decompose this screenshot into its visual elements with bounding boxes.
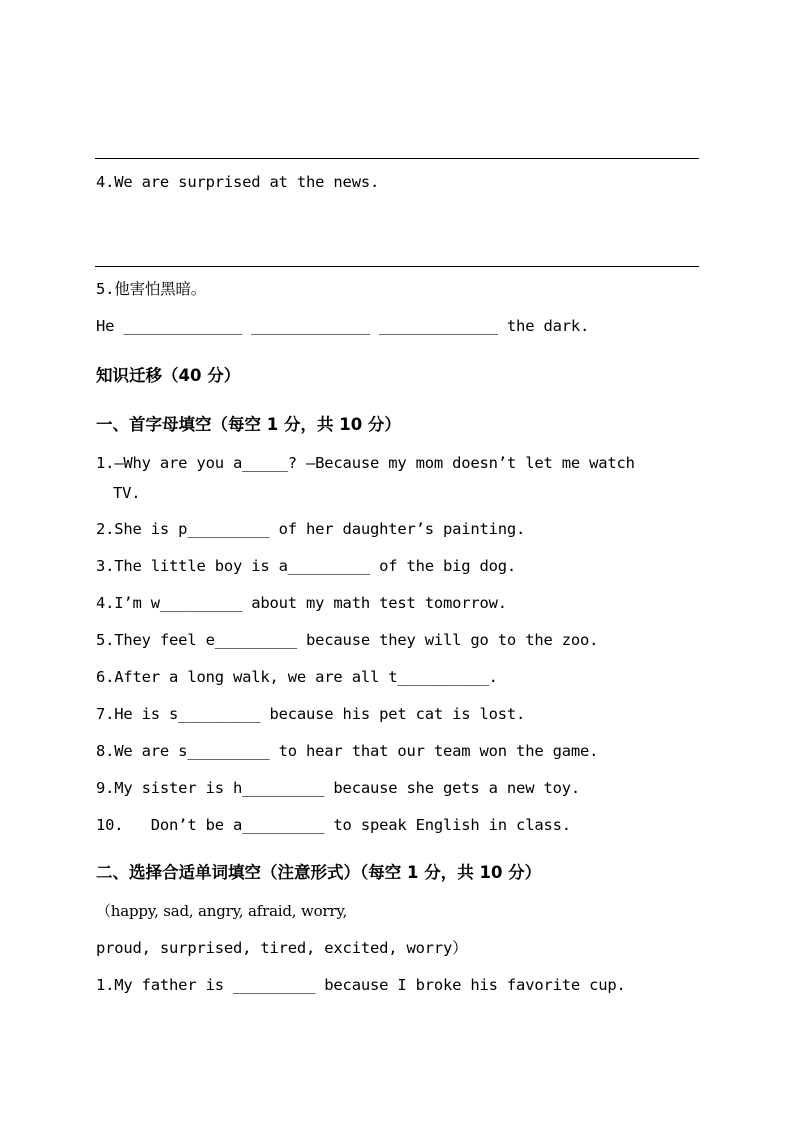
part1-item: 4.I’m w_________ about my math test tomorrow. xyxy=(96,594,507,612)
part2-title: 二、选择合适单词填空（注意形式）（每空 1 分，共 10 分） xyxy=(96,863,542,882)
part1-item-continuation: TV. xyxy=(113,484,141,502)
part1-item: 6.After a long walk, we are all t__________. xyxy=(96,668,498,686)
answer-line xyxy=(95,266,699,267)
part1-item: 9.My sister is h_________ because she gets a new toy. xyxy=(96,779,580,797)
question-4: 4.We are surprised at the news. xyxy=(96,173,380,191)
part1-item: 5.They feel e_________ because they will go to the zoo. xyxy=(96,631,599,649)
section-title-knowledge: 知识迁移（40 分） xyxy=(96,366,241,385)
part1-title: 一、首字母填空（每空 1 分，共 10 分） xyxy=(96,415,401,434)
part1-item: 8.We are s_________ to hear that our team won the game. xyxy=(96,742,599,760)
part1-item: 2.She is p_________ of her daughter’s painting. xyxy=(96,520,526,538)
part1-item: 7.He is s_________ because his pet cat is lost. xyxy=(96,705,526,723)
part2-item: 1.My father is _________ because I broke his favorite cup. xyxy=(96,976,626,994)
question-5-answer: He _____________ _____________ _____________ the dark. xyxy=(96,317,590,335)
part1-item: 10. Don’t be a_________ to speak English in class. xyxy=(96,816,571,834)
word-bank-line: （happy, sad, angry, afraid, worry, xyxy=(96,902,348,920)
word-bank-line: proud, surprised, tired, excited, worry） xyxy=(96,939,468,957)
part1-item: 3.The little boy is a_________ of the big dog. xyxy=(96,557,517,575)
part1-item: 1.—Why are you a_____? —Because my mom doesn’t let me watch xyxy=(96,454,635,472)
answer-line xyxy=(95,158,699,159)
question-5: 5.他害怕黑暗。 xyxy=(96,280,207,298)
